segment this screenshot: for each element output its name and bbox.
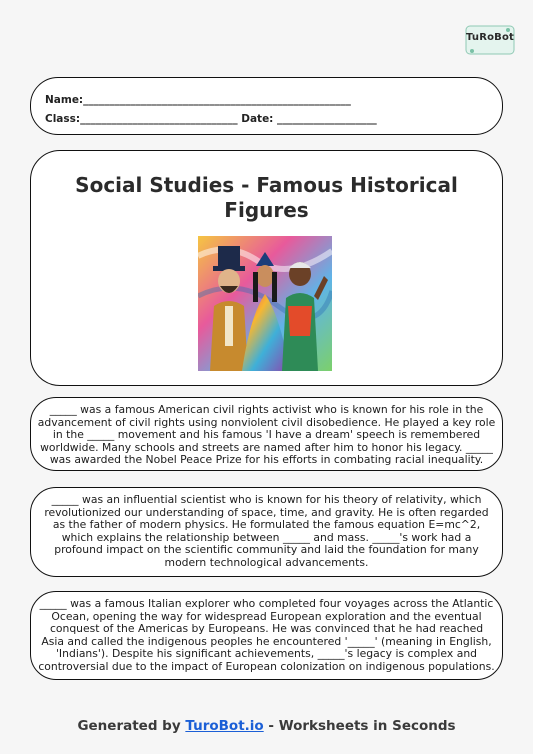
question-text: _____ was an influential scientist who is known for his theory of relativity, which revolutionized our understanding of space, time, and gravity. He is often regarded as the father of modern physics. He formulated the famous equation E=mc^2, which explains the relationship between _____ and mass. _____'s work had a profound impact on the scientific community and laid the foundation for many modern technological advancements. xyxy=(44,493,489,569)
question-card-3 xyxy=(30,591,503,680)
turobot-logo xyxy=(462,24,518,58)
class-date-field[interactable]: Class:______________________________ Date: ___________________ xyxy=(45,113,377,125)
name-field[interactable]: Name:___________________________________________________ xyxy=(45,94,351,106)
turobot-link[interactable]: TuroBot.io xyxy=(185,718,264,734)
illustration-art xyxy=(198,236,332,371)
historical-figures-illustration xyxy=(198,236,332,371)
question-text: _____ was a famous American civil rights activist who is known for his role in the advancement of civil rights using nonviolent civil disobedience. He played a key role in the _____ movement and his famous 'I have a dream' speech is remembered worldwide. Many schools and streets are named after him to honor his legacy. _____ was awarded the Nobel Peace Prize for his efforts in combating racial inequality. xyxy=(37,403,496,467)
logo-text: TuRoBot xyxy=(465,32,515,43)
footer-prefix: Generated by xyxy=(77,718,186,734)
footer xyxy=(0,718,533,734)
title-card xyxy=(30,150,503,386)
worksheet-title: Social Studies - Famous Historical Figures xyxy=(75,173,458,222)
question-card-2 xyxy=(30,487,503,577)
student-info-card xyxy=(30,77,503,135)
footer-suffix: - Worksheets in Seconds xyxy=(263,718,456,734)
question-text: _____ was a famous Italian explorer who completed four voyages across the Atlantic Ocean, opening the way for widespread European exploration and the eventual conquest of the Americas by Europeans. He was convinced that he had reached Asia and called the indigenous peoples he encountered '_____' (meaning in English, 'Indians'). Despite his significant achievements, _____'s legacy is complex and controversial due to the impact of European colonization on indigenous populations. xyxy=(38,597,495,673)
question-card-1 xyxy=(30,397,503,471)
